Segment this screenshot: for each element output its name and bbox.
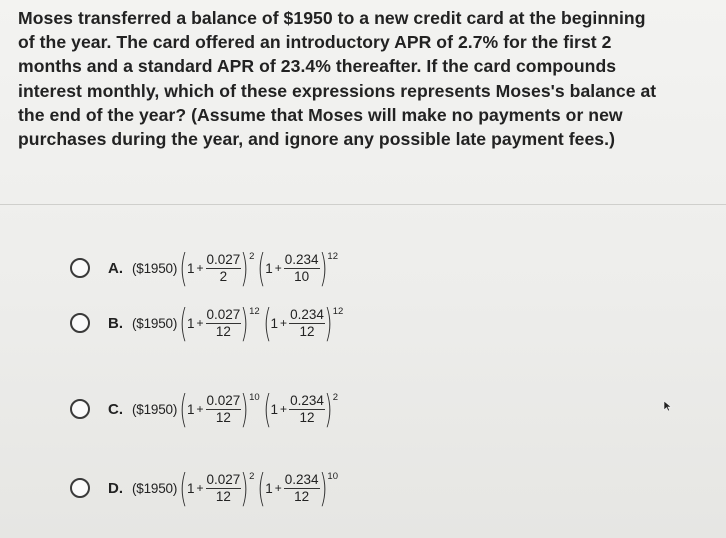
question-line: interest monthly, which of these expressions represents Moses's balance at (18, 80, 657, 101)
plus-sign: + (196, 402, 204, 416)
one: 1 (186, 401, 195, 417)
exponent: 12 (332, 306, 344, 317)
principal: ($1950) (132, 315, 178, 331)
fraction-denominator: 10 (294, 268, 310, 284)
fraction-denominator: 12 (294, 488, 310, 504)
fraction (284, 472, 320, 505)
radio-button-icon[interactable] (70, 258, 90, 278)
exponent: 12 (249, 306, 260, 317)
plus-sign: + (196, 261, 204, 275)
exponent: 12 (327, 251, 338, 262)
option-letter: D. (108, 479, 123, 497)
plus-sign: + (274, 481, 282, 495)
fraction-numerator: 0.027 (206, 471, 241, 487)
question-line: the end of the year? (Assume that Moses will make no payments or new (18, 104, 623, 125)
exponent: 10 (249, 392, 260, 403)
principal: ($1950) (132, 401, 178, 417)
answer-option-c[interactable] (70, 385, 490, 433)
exponent: 10 (327, 471, 338, 482)
question-line: purchases during the year, and ignore any possible late payment fees.) (18, 129, 615, 150)
option-expression: ($1950) ( 1 + $\frac{0.027}{12}$ ) 12 ( 1 + $\frac{0.234}{12}$ ) 12 (132, 301, 344, 345)
fraction (289, 307, 325, 340)
one: 1 (186, 480, 195, 496)
exponent: 2 (249, 251, 255, 262)
plus-sign: + (196, 316, 204, 330)
fraction-denominator: 12 (299, 323, 315, 339)
answer-option-a[interactable] (70, 244, 490, 292)
one: 1 (270, 315, 279, 331)
fraction (206, 393, 242, 426)
radio-button-icon[interactable] (70, 313, 90, 333)
radio-button-icon[interactable] (70, 478, 90, 498)
radio-button-icon[interactable] (70, 399, 90, 419)
fraction-denominator: 12 (215, 488, 231, 504)
exponent: 2 (332, 392, 338, 403)
option-expression: ($1950) ( 1 + $\frac{0.027}{12}$ ) 2 ( 1 + $\frac{0.234}{12}$ ) 10 (132, 466, 338, 510)
fraction-numerator: 0.234 (290, 392, 324, 408)
one: 1 (186, 315, 195, 331)
answer-option-b[interactable] (70, 299, 490, 347)
question-line: months and a standard APR of 23.4% thereafter. If the card compounds (18, 56, 617, 77)
principal: ($1950) (132, 260, 178, 276)
exponent: 2 (249, 471, 255, 482)
option-expression: ($1950) ( 1 + $\frac{0.027}{12}$ ) 10 ( 1 + $\frac{0.234}{12}$ ) 2 (132, 387, 338, 431)
fraction (284, 252, 320, 285)
one: 1 (265, 260, 273, 276)
fraction (206, 307, 242, 340)
mouse-pointer-icon (663, 400, 673, 412)
question-text (18, 6, 718, 151)
option-expression: ($1950) ( 1 + $\frac{0.027}{2}$ ) 2 ( 1 + $\frac{0.234}{10}$ ) 12 (132, 246, 338, 290)
fraction-numerator: 0.234 (284, 251, 319, 267)
answer-option-d[interactable] (70, 464, 490, 512)
one: 1 (270, 401, 279, 417)
question-line: Moses transferred a balance of $1950 to a new credit card at the beginning (18, 8, 646, 28)
plus-sign: + (280, 316, 288, 330)
fraction-numerator: 0.234 (290, 306, 324, 322)
fraction-numerator: 0.027 (206, 392, 241, 408)
fraction-denominator: 2 (219, 268, 228, 284)
plus-sign: + (196, 481, 204, 495)
option-letter: B. (108, 314, 123, 332)
fraction-denominator: 12 (215, 323, 231, 339)
divider (0, 204, 726, 205)
fraction-denominator: 12 (215, 409, 231, 425)
option-letter: C. (108, 400, 123, 418)
fraction (289, 393, 325, 426)
option-letter: A. (108, 259, 123, 277)
principal: ($1950) (132, 480, 178, 496)
one: 1 (186, 260, 195, 276)
one: 1 (265, 480, 273, 496)
fraction-numerator: 0.234 (284, 471, 319, 487)
plus-sign: + (274, 261, 282, 275)
fraction (206, 472, 242, 505)
fraction-numerator: 0.027 (206, 306, 241, 322)
question-line: of the year. The card offered an introductory APR of 2.7% for the first 2 (18, 32, 612, 53)
plus-sign: + (280, 402, 288, 416)
fraction-numerator: 0.027 (206, 251, 241, 267)
fraction-denominator: 12 (299, 409, 315, 425)
fraction (206, 252, 242, 285)
